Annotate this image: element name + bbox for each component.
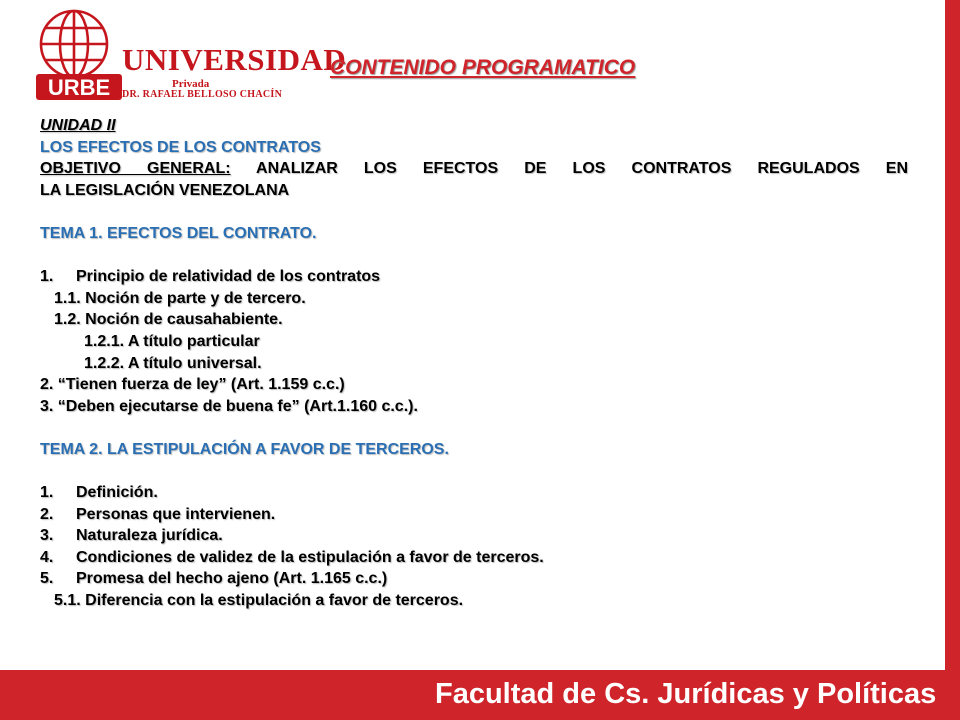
objective-line-2: LA LEGISLACIÓN VENEZOLANA (40, 181, 290, 199)
list-text: Naturaleza jurídica. (76, 527, 223, 545)
spacer (40, 417, 908, 439)
list-number: 1. (40, 268, 54, 286)
tema2-item (40, 547, 908, 569)
svg-text:URBE: URBE (47, 75, 111, 100)
tema1-item (40, 266, 908, 288)
objective-label: OBJETIVO GENERAL: (40, 160, 231, 178)
logo-sub-name: DR. RAFAEL BELLOSO CHACÍN (122, 89, 283, 100)
list-number: 2. (40, 505, 54, 523)
list-number: 1. (40, 484, 54, 502)
tema2-subitem: 5.1. Diferencia con la estipulación a favor de terceros. (54, 592, 464, 610)
page-title: CONTENIDO PROGRAMATICO (330, 56, 636, 79)
list-text: Definición. (76, 484, 158, 502)
objective-line (40, 158, 908, 180)
list-number: 3. (40, 527, 54, 545)
tema2-item (40, 482, 908, 504)
spacer (40, 461, 908, 483)
tema1-subsubitem: 1.2.2. A título universal. (84, 354, 262, 372)
tema2-heading: TEMA 2. LA ESTIPULACIÓN A FAVOR DE TERCEROS. (40, 440, 449, 458)
right-accent-bar (945, 0, 960, 720)
list-text: Promesa del hecho ajeno (Art. 1.165 c.c.) (76, 570, 388, 588)
tema1-subsubitem: 1.2.1. A título particular (84, 332, 260, 350)
logo-wordmark: UNIVERSIDAD (122, 42, 347, 77)
globe-icon (41, 11, 107, 77)
tema1-subitem: 1.2. Noción de causahabiente. (54, 311, 283, 329)
objective-text: ANALIZAR LOS EFECTOS DE LOS CONTRATOS REGULADOS EN (230, 160, 908, 178)
tema1-item: 2. “Tienen fuerza de ley” (Art. 1.159 c.c.) (40, 376, 345, 394)
list-number: 5. (40, 570, 54, 588)
unit-label: UNIDAD II (40, 117, 116, 134)
list-text: Personas que intervienen. (76, 505, 276, 523)
spacer (40, 201, 908, 223)
tema2-item (40, 568, 908, 590)
tema1-subitem: 1.1. Noción de parte y de tercero. (54, 289, 306, 307)
tema1-item: 3. “Deben ejecutarse de buena fe” (Art.1.160 c.c.). (40, 397, 418, 415)
spacer (40, 245, 908, 267)
list-text: Condiciones de validez de la estipulación a favor de terceros. (76, 548, 544, 566)
tema2-item (40, 525, 908, 547)
slide-content (40, 115, 908, 612)
header (0, 0, 945, 105)
logo-sub-private: Privada (172, 78, 210, 90)
tema2-item (40, 504, 908, 526)
list-text: Principio de relatividad de los contratos (76, 268, 381, 286)
unit-title: LOS EFECTOS DE LOS CONTRATOS (40, 138, 321, 156)
footer-text: Facultad de Cs. Jurídicas y Políticas (435, 678, 937, 710)
list-number: 4. (40, 548, 54, 566)
tema1-heading: TEMA 1. EFECTOS DEL CONTRATO. (40, 224, 317, 242)
